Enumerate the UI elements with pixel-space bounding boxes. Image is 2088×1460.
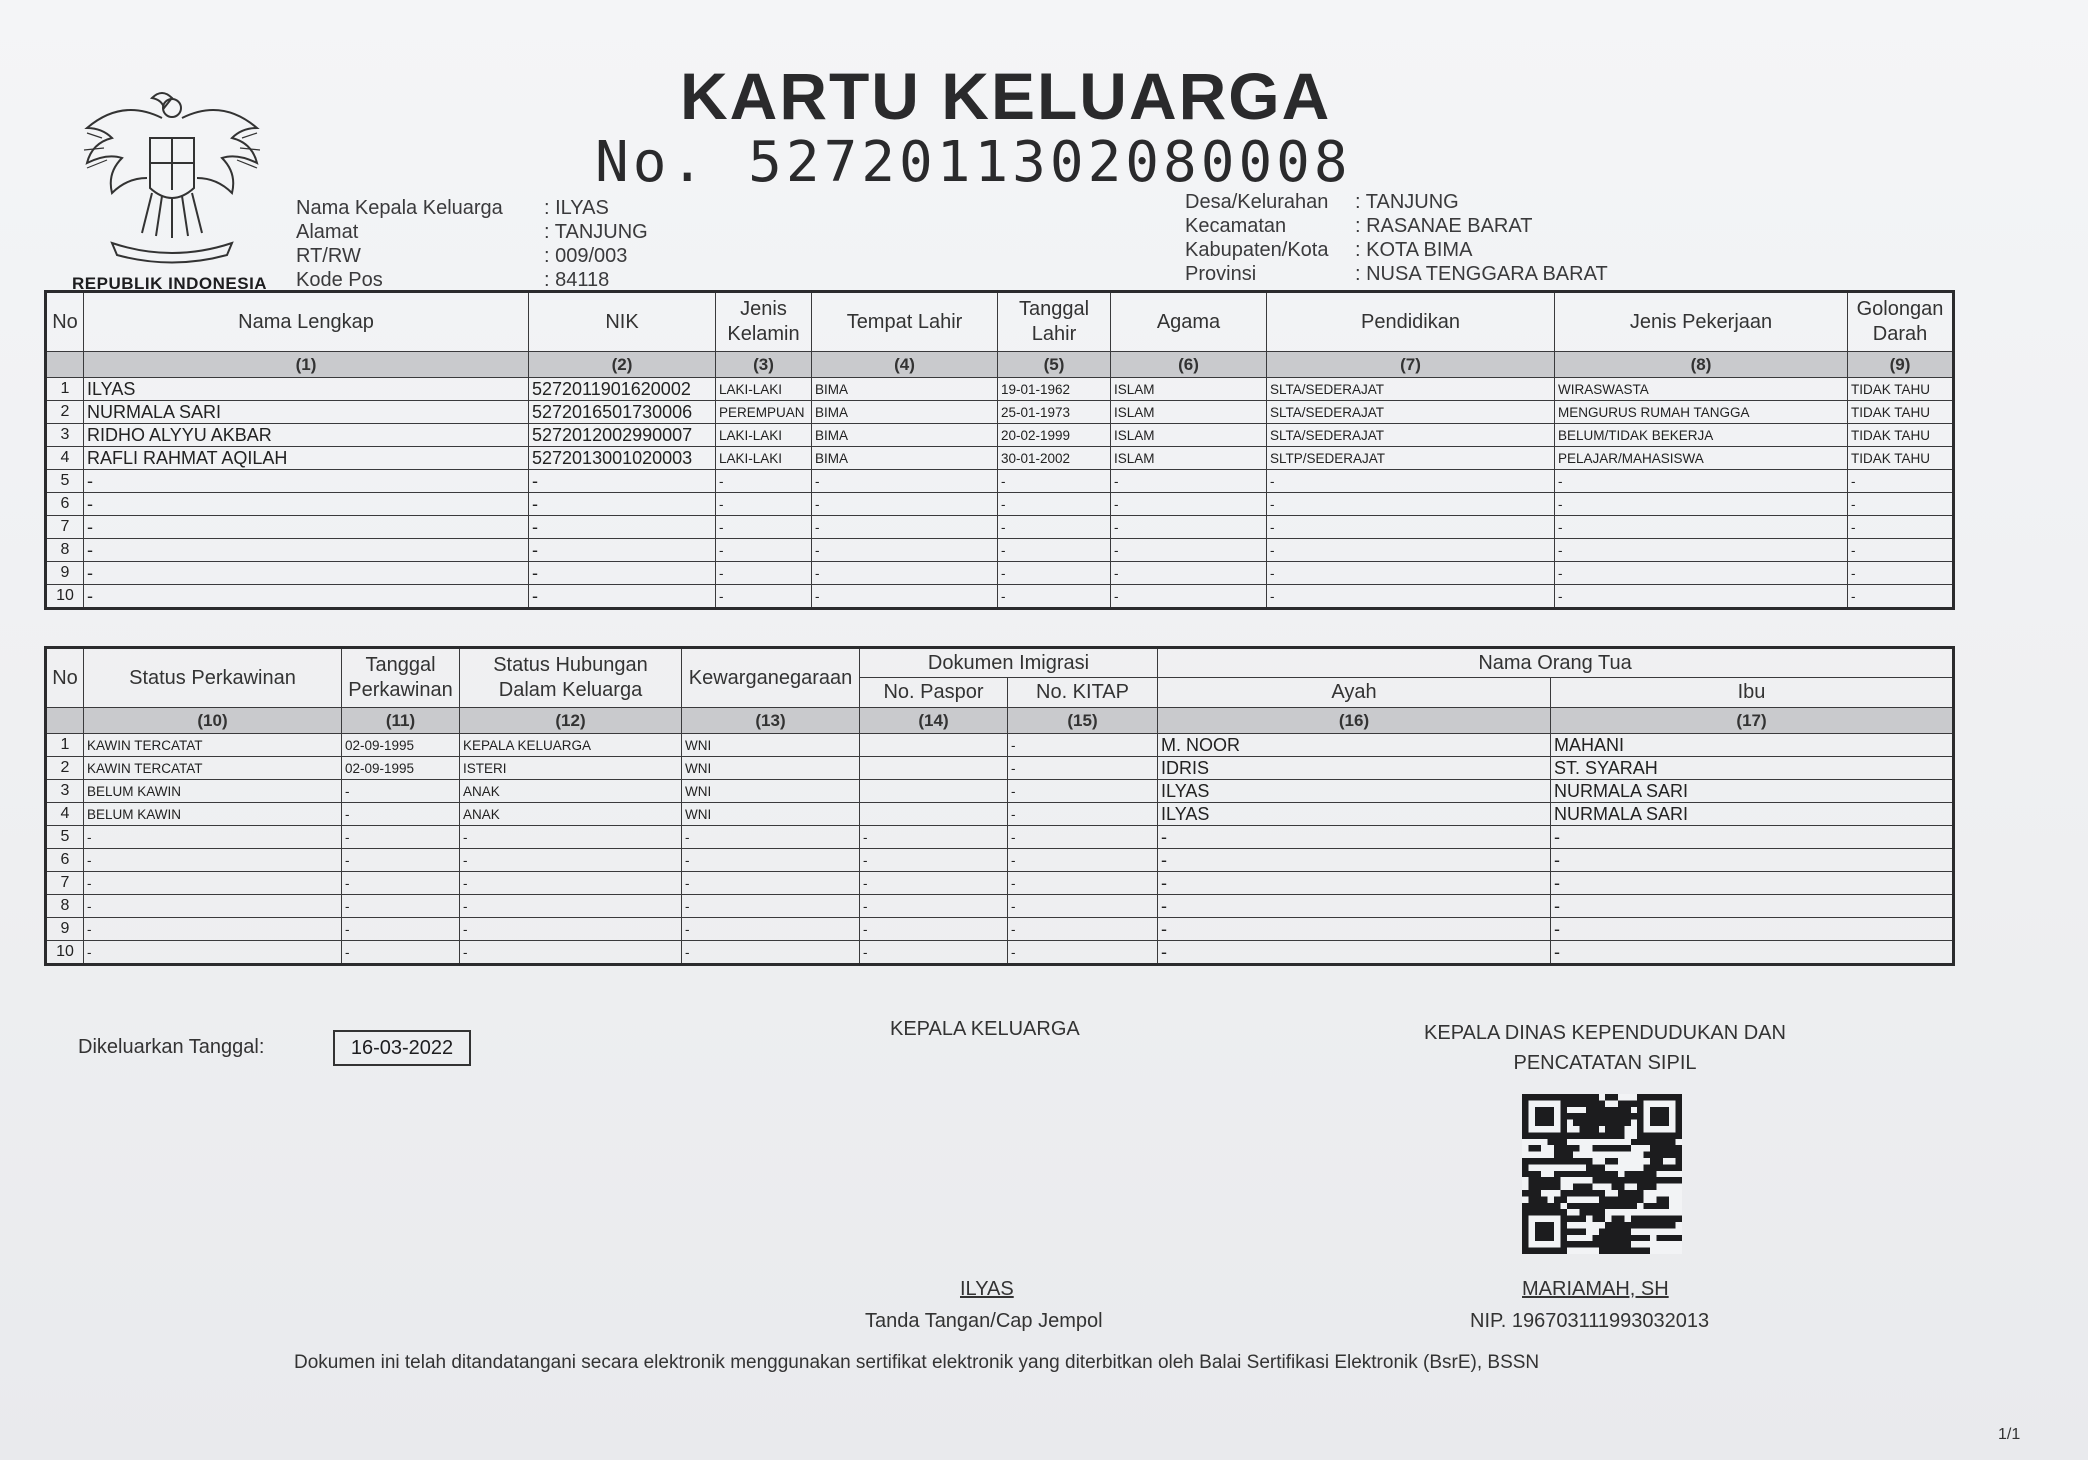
table-cell: - [84, 872, 342, 895]
table-row [46, 895, 1954, 918]
table-cell: - [682, 872, 860, 895]
table-cell: ILYAS [84, 378, 529, 401]
table-cell: - [1555, 585, 1848, 609]
col-number: (4) [812, 352, 998, 378]
col-header-status-hubungan: Status Hubungan Dalam Keluarga [460, 648, 682, 708]
table-cell: - [682, 849, 860, 872]
table-cell: - [1555, 470, 1848, 493]
info-value: : 009/003 [544, 245, 628, 267]
table-row [46, 562, 1954, 585]
table-cell: - [812, 562, 998, 585]
table-cell: - [460, 849, 682, 872]
table-cell: LAKI-LAKI [716, 424, 812, 447]
table-cell: - [1008, 803, 1158, 826]
table-cell: - [1555, 562, 1848, 585]
col-number: (16) [1158, 708, 1551, 734]
info-value: : NUSA TENGGARA BARAT [1355, 263, 1608, 285]
info-value: : KOTA BIMA [1355, 239, 1473, 261]
table-cell: - [460, 918, 682, 941]
table-cell: 10 [46, 941, 84, 965]
table-cell: - [1008, 780, 1158, 803]
table-cell: 5 [46, 470, 84, 493]
table-row [46, 493, 1954, 516]
table-cell: - [998, 562, 1111, 585]
table-cell: - [998, 539, 1111, 562]
table-row [46, 734, 1954, 757]
official-nip: NIP. 196703111993032013 [1470, 1310, 1710, 1332]
col-number: (2) [529, 352, 716, 378]
table-cell: TIDAK TAHU [1848, 447, 1954, 470]
table-cell: 5272016501730006 [529, 401, 716, 424]
table-cell: - [1008, 941, 1158, 965]
col-header-kewarganegaraan: Kewarganegaraan [682, 648, 860, 708]
table-cell: M. NOOR [1158, 734, 1551, 757]
table-cell: - [342, 895, 460, 918]
table-cell: - [1551, 826, 1954, 849]
col-header-tanggal-lahir: Tanggal Lahir [998, 292, 1111, 352]
table-cell: - [1111, 585, 1267, 609]
table-cell: 30-01-2002 [998, 447, 1111, 470]
table-cell: - [998, 470, 1111, 493]
table-cell: - [529, 562, 716, 585]
table-cell: - [1848, 562, 1954, 585]
col-number: (7) [1267, 352, 1555, 378]
table-cell: RAFLI RAHMAT AQILAH [84, 447, 529, 470]
table-cell: - [1848, 470, 1954, 493]
table-cell: SLTA/SEDERAJAT [1267, 401, 1555, 424]
col-header-ibu: Ibu [1551, 678, 1954, 708]
table-cell: - [812, 585, 998, 609]
document-title: KARTU KELUARGA [680, 59, 1332, 133]
table-cell: - [716, 470, 812, 493]
table-cell: - [1158, 872, 1551, 895]
table-cell: ANAK [460, 780, 682, 803]
household-info-right [1185, 190, 1608, 286]
table-row [46, 539, 1954, 562]
info-label: Desa/Kelurahan [1185, 191, 1329, 213]
col-header-ayah: Ayah [1158, 678, 1551, 708]
col-header-tempat-lahir: Tempat Lahir [812, 292, 998, 352]
table-cell: 5 [46, 826, 84, 849]
table-cell: 3 [46, 424, 84, 447]
table-row [46, 872, 1954, 895]
table-cell: - [1267, 539, 1555, 562]
table-cell: BIMA [812, 447, 998, 470]
col-header-no-paspor: No. Paspor [860, 678, 1008, 708]
col-header-no: No [46, 648, 84, 708]
col-number: (12) [460, 708, 682, 734]
table-cell: - [84, 516, 529, 539]
col-number: (11) [342, 708, 460, 734]
table-cell: LAKI-LAKI [716, 447, 812, 470]
table-cell: - [1158, 895, 1551, 918]
table-cell: - [998, 585, 1111, 609]
info-label: Alamat [296, 221, 359, 243]
table-cell: - [1267, 516, 1555, 539]
col-header-tanggal-perkawinan: Tanggal Perkawinan [342, 648, 460, 708]
table-cell: - [716, 585, 812, 609]
table-cell: 19-01-1962 [998, 378, 1111, 401]
table-cell: - [1555, 539, 1848, 562]
table-cell: BELUM KAWIN [84, 803, 342, 826]
table-cell: 5272011901620002 [529, 378, 716, 401]
table-cell: - [342, 918, 460, 941]
household-info-left [296, 196, 648, 292]
table-cell: - [812, 539, 998, 562]
table-cell: - [1848, 516, 1954, 539]
table-cell: ILYAS [1158, 780, 1551, 803]
table-cell: - [998, 516, 1111, 539]
table-cell: - [342, 872, 460, 895]
table-cell: PEREMPUAN [716, 401, 812, 424]
col-header-dokumen-imigrasi: Dokumen Imigrasi [860, 648, 1158, 678]
table-cell: TIDAK TAHU [1848, 424, 1954, 447]
table-cell: - [860, 941, 1008, 965]
table-row [46, 757, 1954, 780]
table-cell: WNI [682, 803, 860, 826]
table-cell: SLTP/SEDERAJAT [1267, 447, 1555, 470]
table-cell: - [84, 562, 529, 585]
table-cell: - [84, 493, 529, 516]
table-cell [860, 734, 1008, 757]
table-cell: 5272013001020003 [529, 447, 716, 470]
table-cell: - [860, 918, 1008, 941]
table-cell: RIDHO ALYYU AKBAR [84, 424, 529, 447]
col-number: (17) [1551, 708, 1954, 734]
table-row [46, 918, 1954, 941]
col-header-pekerjaan: Jenis Pekerjaan [1555, 292, 1848, 352]
table-cell: - [1008, 918, 1158, 941]
table-cell: - [84, 941, 342, 965]
col-number: (6) [1111, 352, 1267, 378]
table-cell: - [84, 826, 342, 849]
table-cell: BELUM KAWIN [84, 780, 342, 803]
official-name: MARIAMAH, SH [1522, 1278, 1669, 1300]
col-number: (8) [1555, 352, 1848, 378]
table-cell: - [1158, 918, 1551, 941]
table-cell: - [84, 585, 529, 609]
col-number: (13) [682, 708, 860, 734]
col-header-nik: NIK [529, 292, 716, 352]
table-cell: - [1008, 849, 1158, 872]
table-cell: - [1111, 562, 1267, 585]
table-cell: - [860, 826, 1008, 849]
table-cell: - [860, 895, 1008, 918]
table-cell: 7 [46, 516, 84, 539]
table-cell: - [1848, 539, 1954, 562]
table-cell [860, 757, 1008, 780]
signer-caption: Tanda Tangan/Cap Jempol [865, 1310, 1103, 1332]
col-number-blank [46, 352, 84, 378]
kk-number-value: 5272011302080008 [748, 130, 1352, 195]
table-cell: 02-09-1995 [342, 734, 460, 757]
table-cell [860, 780, 1008, 803]
table-cell: SLTA/SEDERAJAT [1267, 424, 1555, 447]
table-cell: - [342, 780, 460, 803]
table-cell: BIMA [812, 424, 998, 447]
col-header-nama-orang-tua: Nama Orang Tua [1158, 648, 1954, 678]
table-cell: - [1848, 493, 1954, 516]
table-cell: BIMA [812, 401, 998, 424]
table-cell: - [84, 895, 342, 918]
issued-date: 16-03-2022 [333, 1030, 471, 1066]
kepala-keluarga-label: KEPALA KELUARGA [890, 1018, 1080, 1040]
col-header-no: No [46, 292, 84, 352]
table-row [46, 826, 1954, 849]
table-cell: 6 [46, 849, 84, 872]
col-header-status-perkawinan: Status Perkawinan [84, 648, 342, 708]
table-cell: - [84, 849, 342, 872]
table-cell: - [1158, 849, 1551, 872]
table-cell: - [342, 826, 460, 849]
info-label: RT/RW [296, 245, 361, 267]
table-cell: KEPALA KELUARGA [460, 734, 682, 757]
table-cell: WNI [682, 734, 860, 757]
table-cell: ISLAM [1111, 424, 1267, 447]
table-cell: - [812, 516, 998, 539]
table-row [46, 941, 1954, 965]
table-cell: 1 [46, 378, 84, 401]
table-cell: TIDAK TAHU [1848, 401, 1954, 424]
table-cell: - [1008, 734, 1158, 757]
table-cell: - [812, 493, 998, 516]
table-cell: ISLAM [1111, 401, 1267, 424]
dinas-line-2: PENCATATAN SIPIL [1513, 1052, 1697, 1074]
table-cell: 5272012002990007 [529, 424, 716, 447]
table-cell: - [682, 826, 860, 849]
table-cell: 02-09-1995 [342, 757, 460, 780]
table-cell: - [716, 562, 812, 585]
table-cell: WNI [682, 757, 860, 780]
table-cell: 25-01-1973 [998, 401, 1111, 424]
table-cell: - [1111, 470, 1267, 493]
table-cell: BELUM/TIDAK BEKERJA [1555, 424, 1848, 447]
garuda-emblem-icon [72, 78, 272, 278]
e-signature-note: Dokumen ini telah ditandatangani secara elektronik menggunakan sertifikat elektronik yang diterbitkan oleh Balai Sertifikasi Elektronik (BsrE), BSSN [294, 1352, 1540, 1373]
table-cell: SLTA/SEDERAJAT [1267, 378, 1555, 401]
table-row [46, 516, 1954, 539]
table-cell: - [342, 941, 460, 965]
table-cell: - [1008, 757, 1158, 780]
table-cell: ISLAM [1111, 378, 1267, 401]
col-header-pendidikan: Pendidikan [1267, 292, 1555, 352]
col-number-blank [46, 708, 84, 734]
table-row [46, 378, 1954, 401]
info-value: : TANJUNG [544, 221, 648, 243]
table-cell: - [1551, 849, 1954, 872]
table-cell: ST. SYARAH [1551, 757, 1954, 780]
dinas-line-1: KEPALA DINAS KEPENDUDUKAN DAN [1424, 1022, 1786, 1044]
table-cell: ISTERI [460, 757, 682, 780]
col-header-agama: Agama [1111, 292, 1267, 352]
table-row [46, 470, 1954, 493]
col-number: (1) [84, 352, 529, 378]
qr-code-icon [1522, 1094, 1682, 1254]
table-cell: - [998, 493, 1111, 516]
col-number: (14) [860, 708, 1008, 734]
col-number: (9) [1848, 352, 1954, 378]
dinas-label [1380, 1018, 1830, 1078]
table-cell: - [1111, 493, 1267, 516]
table-cell: ILYAS [1158, 803, 1551, 826]
table-cell: 9 [46, 918, 84, 941]
table-cell: - [342, 803, 460, 826]
table-cell: - [1848, 585, 1954, 609]
col-header-golongan-darah: Golongan Darah [1848, 292, 1954, 352]
table-cell: WIRASWASTA [1555, 378, 1848, 401]
col-number: (15) [1008, 708, 1158, 734]
table-cell: 7 [46, 872, 84, 895]
table-row [46, 803, 1954, 826]
table-cell: KAWIN TERCATAT [84, 757, 342, 780]
info-label: Nama Kepala Keluarga [296, 197, 503, 219]
table-cell: - [529, 516, 716, 539]
info-value: : TANJUNG [1355, 191, 1459, 213]
table-cell: MAHANI [1551, 734, 1954, 757]
table-cell: 8 [46, 539, 84, 562]
table-cell: - [682, 941, 860, 965]
table-cell: - [1008, 895, 1158, 918]
table-cell: 2 [46, 757, 84, 780]
table-cell: - [1551, 918, 1954, 941]
table-cell: 4 [46, 447, 84, 470]
table-cell: - [1158, 826, 1551, 849]
col-header-jenis-kelamin: Jenis Kelamin [716, 292, 812, 352]
table-cell: 20-02-1999 [998, 424, 1111, 447]
table-cell: ISLAM [1111, 447, 1267, 470]
col-number: (5) [998, 352, 1111, 378]
col-number: (3) [716, 352, 812, 378]
info-value: : 84118 [544, 269, 610, 291]
issued-label: Dikeluarkan Tanggal: [78, 1036, 265, 1058]
table-cell: - [860, 872, 1008, 895]
table-cell: - [1158, 941, 1551, 965]
table-cell: ANAK [460, 803, 682, 826]
table-cell: - [1008, 826, 1158, 849]
table-cell: - [1551, 872, 1954, 895]
table-cell: - [682, 895, 860, 918]
table-row [46, 424, 1954, 447]
table-cell: - [460, 895, 682, 918]
table-cell: - [682, 918, 860, 941]
table-cell: 8 [46, 895, 84, 918]
table-cell: - [84, 470, 529, 493]
table-cell: - [716, 539, 812, 562]
table-cell: - [716, 493, 812, 516]
info-label: Kode Pos [296, 269, 383, 291]
table-cell: 3 [46, 780, 84, 803]
table-cell: - [1267, 470, 1555, 493]
table-cell: - [1555, 516, 1848, 539]
info-label: Provinsi [1185, 263, 1257, 285]
table-cell: BIMA [812, 378, 998, 401]
table-cell: 1 [46, 734, 84, 757]
table-cell: NURMALA SARI [1551, 803, 1954, 826]
table-cell: 2 [46, 401, 84, 424]
table-cell: - [1551, 895, 1954, 918]
table-cell: 4 [46, 803, 84, 826]
table-cell: - [860, 849, 1008, 872]
table-cell: - [529, 493, 716, 516]
table-cell: - [1111, 539, 1267, 562]
table-cell: - [1267, 562, 1555, 585]
table-row [46, 780, 1954, 803]
table-cell: 9 [46, 562, 84, 585]
table-cell: KAWIN TERCATAT [84, 734, 342, 757]
table-cell: - [1551, 941, 1954, 965]
kk-number [595, 130, 1352, 195]
table-cell: - [1267, 585, 1555, 609]
table-cell: - [342, 849, 460, 872]
table-cell: PELAJAR/MAHASISWA [1555, 447, 1848, 470]
table-row [46, 585, 1954, 609]
country-label: REPUBLIK INDONESIA [72, 274, 268, 293]
family-members-table [44, 290, 1955, 610]
table-cell: - [529, 470, 716, 493]
col-number: (10) [84, 708, 342, 734]
table-cell [860, 803, 1008, 826]
table-cell: 6 [46, 493, 84, 516]
info-label: Kabupaten/Kota [1185, 239, 1329, 261]
table-cell: NURMALA SARI [1551, 780, 1954, 803]
info-label: Kecamatan [1185, 215, 1287, 237]
table-cell: MENGURUS RUMAH TANGGA [1555, 401, 1848, 424]
table-cell: LAKI-LAKI [716, 378, 812, 401]
col-header-no-kitap: No. KITAP [1008, 678, 1158, 708]
signer-name: ILYAS [960, 1278, 1014, 1300]
table-row [46, 447, 1954, 470]
page-number: 1/1 [1998, 1426, 2021, 1443]
table-cell: - [84, 918, 342, 941]
table-cell: - [716, 516, 812, 539]
table-cell: - [1008, 872, 1158, 895]
col-header-nama: Nama Lengkap [84, 292, 529, 352]
kk-number-label: No. [595, 130, 709, 195]
table-cell: - [1555, 493, 1848, 516]
table-cell: - [812, 470, 998, 493]
table-cell: - [1267, 493, 1555, 516]
table-cell: - [84, 539, 529, 562]
table-row [46, 401, 1954, 424]
info-value: : RASANAE BARAT [1355, 215, 1533, 237]
table-cell: - [529, 539, 716, 562]
table-row [46, 849, 1954, 872]
table-cell: TIDAK TAHU [1848, 378, 1954, 401]
table-cell: NURMALA SARI [84, 401, 529, 424]
table-cell: - [460, 941, 682, 965]
table-cell: - [1111, 516, 1267, 539]
family-status-table [44, 646, 1955, 966]
table-cell: WNI [682, 780, 860, 803]
table-cell: IDRIS [1158, 757, 1551, 780]
table-cell: - [460, 826, 682, 849]
info-value: : ILYAS [544, 197, 609, 219]
table-cell: - [529, 585, 716, 609]
table-cell: - [460, 872, 682, 895]
table-cell: 10 [46, 585, 84, 609]
